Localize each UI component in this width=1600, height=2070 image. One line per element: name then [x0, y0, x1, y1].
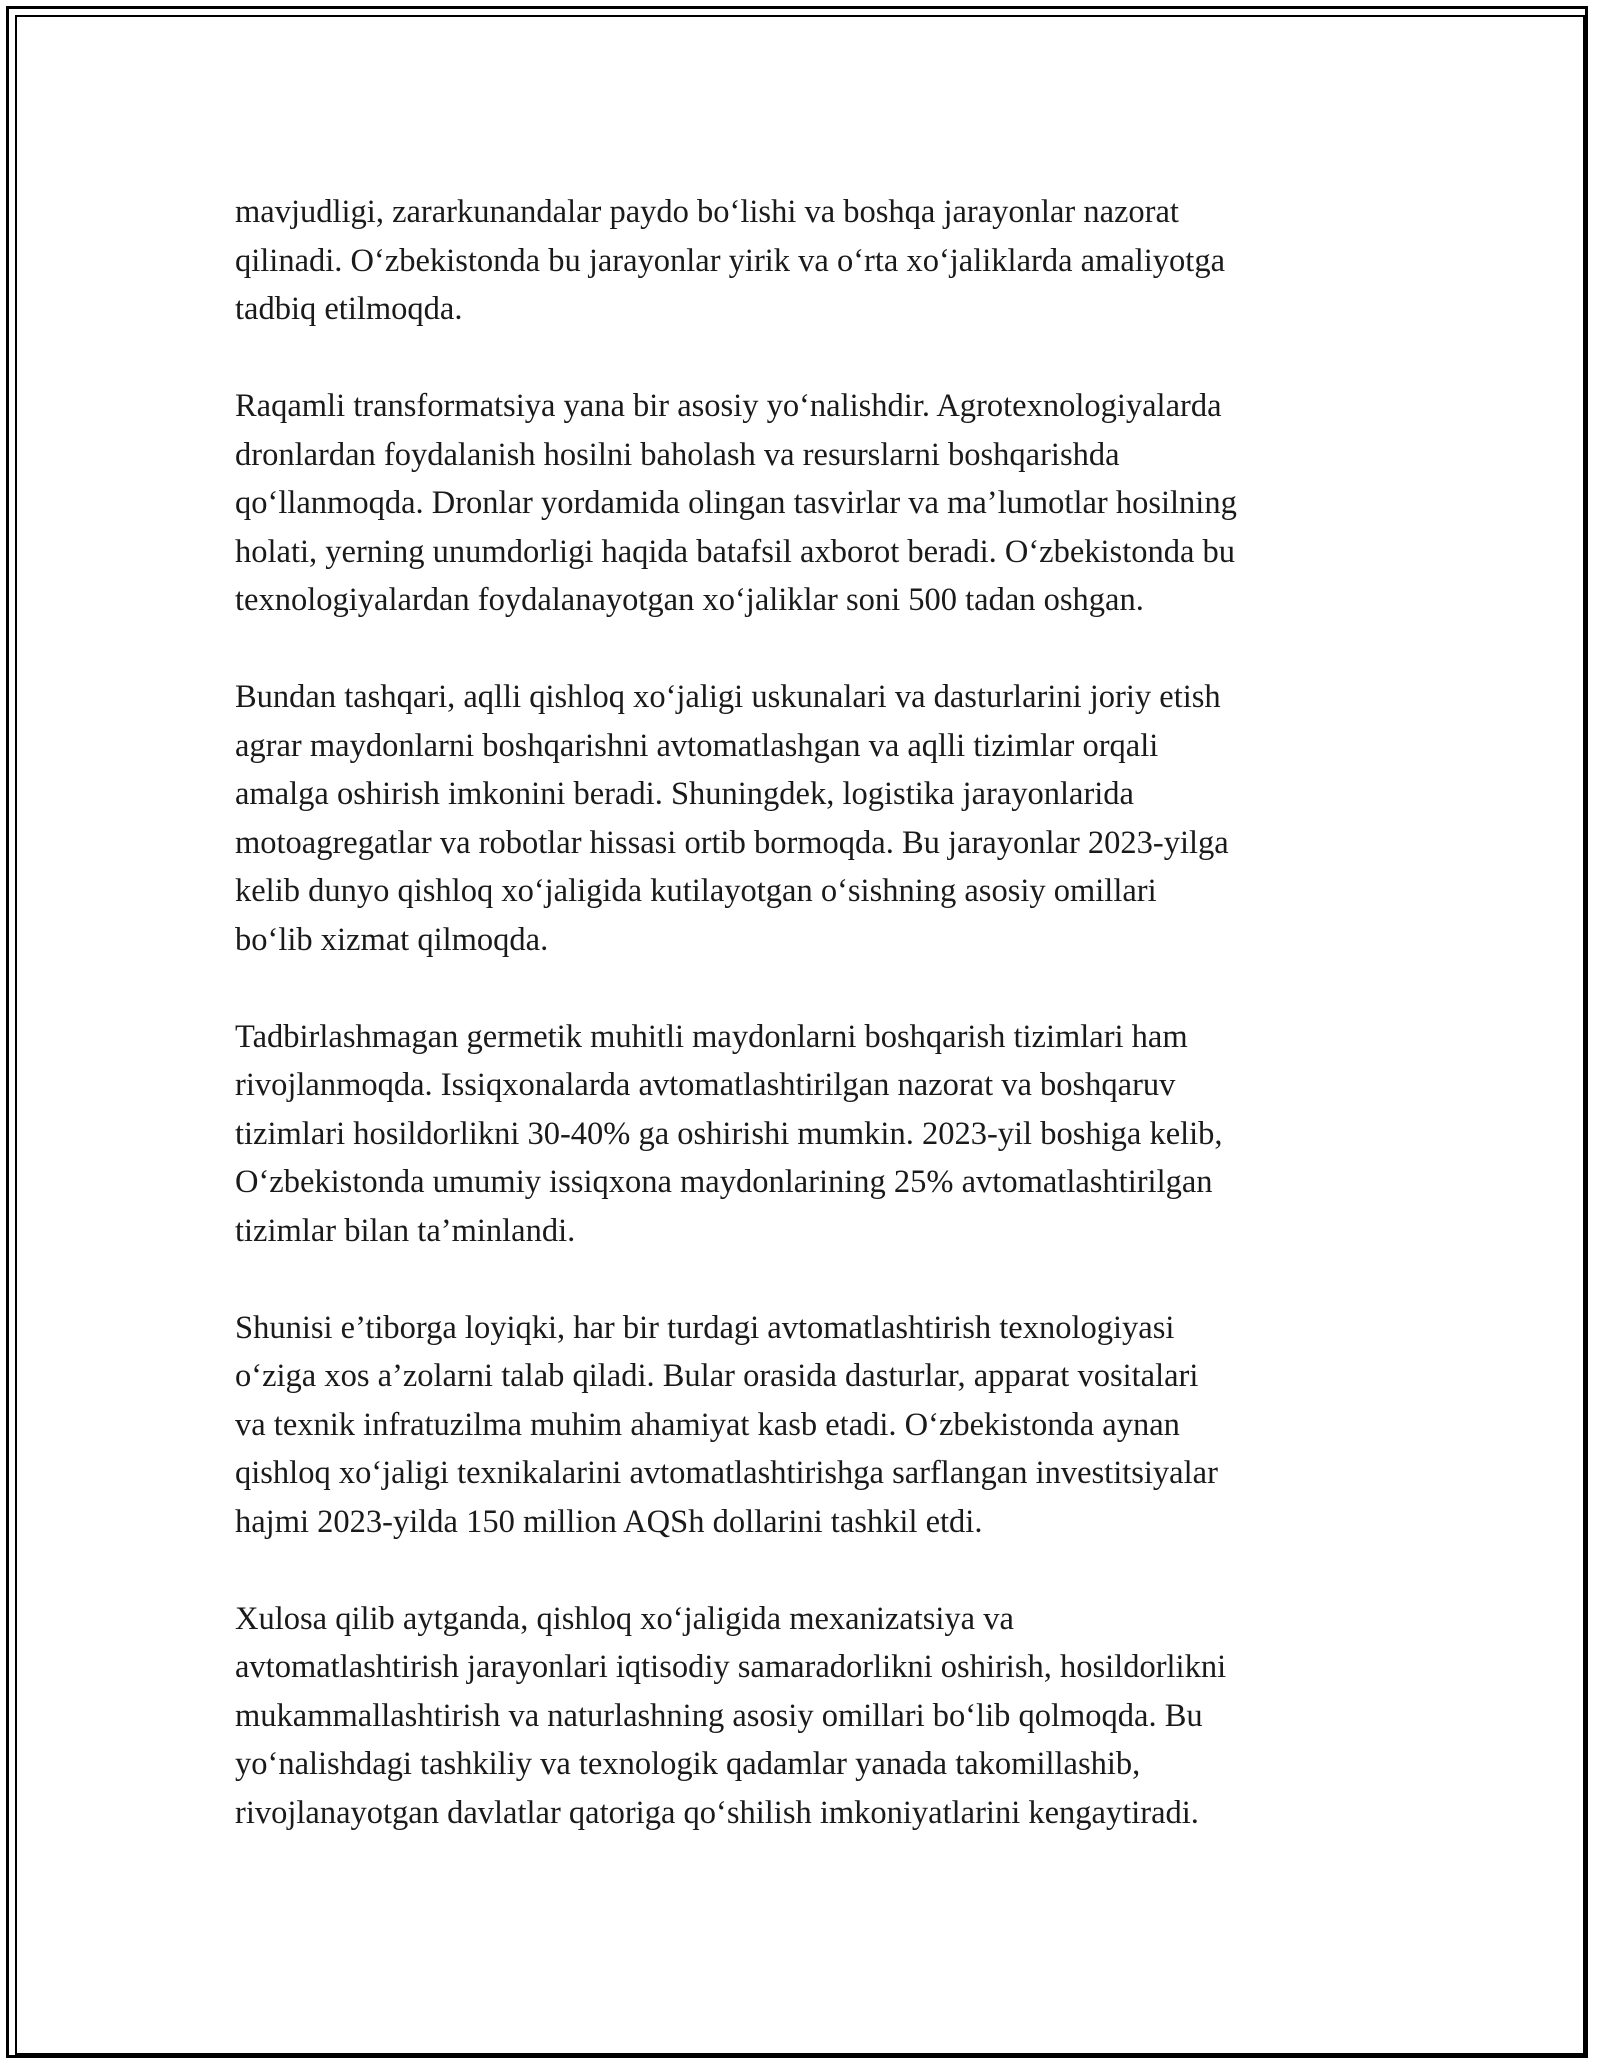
text-line: qilinadi. O‘zbekistonda bu jarayonlar yirik va o‘rta xo‘jaliklarda amaliyotga: [235, 242, 1226, 279]
text-line: Xulosa qilib aytganda, qishloq xo‘jaligida mexanizatsiya va: [235, 1600, 1014, 1637]
paragraph-1: [235, 188, 1385, 334]
text-line: rivojlanmoqda. Issiqxonalarda avtomatlashtirilgan nazorat va boshqaruv: [235, 1067, 1176, 1103]
paragraph-3: [235, 673, 1385, 964]
text-line: qo‘llanmoqda. Dronlar yordamida olingan tasvirlar va ma’lumotlar hosilning: [235, 485, 1237, 521]
text-line: hajmi 2023-yilda 150 million AQSh dollarini tashkil etdi.: [235, 1503, 983, 1540]
text-line: agrar maydonlarni boshqarishni avtomatlashgan va aqlli tizimlar orqali: [235, 727, 1159, 764]
text-line: texnologiyalardan foydalanayotgan xo‘jaliklar soni 500 tadan oshgan.: [235, 582, 1144, 618]
text-line: tizimlari hosildorlikni 30-40% ga oshirishi mumkin. 2023-yil boshiga kelib,: [235, 1115, 1223, 1152]
text-line: mukammallashtirish va naturlashning asosiy omillari bo‘lib qolmoqda. Bu: [235, 1697, 1203, 1734]
paragraph-2: [235, 382, 1385, 625]
text-line: qishloq xo‘jaligi texnikalarini avtomatlashtirishga sarflangan investitsiyalar: [235, 1455, 1218, 1491]
text-line: yo‘nalishdagi tashkiliy va texnologik qadamlar yanada takomillashib,: [235, 1746, 1141, 1782]
paragraph-5: [235, 1304, 1385, 1547]
paragraph-4: [235, 1013, 1385, 1256]
text-line: tadbiq etilmoqda.: [235, 291, 463, 327]
document-body: [235, 188, 1385, 1886]
text-line: dronlardan foydalanish hosilni baholash va resurslarni boshqarishda: [235, 436, 1120, 473]
text-line: rivojlanayotgan davlatlar qatoriga qo‘shilish imkoniyatlarini kengaytiradi.: [235, 1794, 1199, 1831]
text-line: Raqamli transformatsiya yana bir asosiy yo‘nalishdir. Agrotexnologiyalarda: [235, 388, 1222, 424]
text-line: amalga oshirish imkonini beradi. Shuningdek, logistika jarayonlarida: [235, 776, 1134, 812]
text-line: bo‘lib xizmat qilmoqda.: [235, 921, 549, 958]
text-line: holati, yerning unumdorligi haqida batafsil axborot beradi. O‘zbekistonda bu: [235, 533, 1236, 570]
text-line: Tadbirlashmagan germetik muhitli maydonlarni boshqarish tizimlari ham: [235, 1018, 1188, 1055]
text-line: mavjudligi, zararkunandalar paydo bo‘lishi va boshqa jarayonlar nazorat: [235, 194, 1179, 230]
text-line: Bundan tashqari, aqlli qishloq xo‘jaligi uskunalari va dasturlarini joriy etish: [235, 679, 1221, 715]
text-line: tizimlar bilan ta’minlandi.: [235, 1212, 576, 1249]
paragraph-6: [235, 1595, 1385, 1838]
text-line: o‘ziga xos a’zolarni talab qiladi. Bular orasida dasturlar, apparat vositalari: [235, 1358, 1199, 1394]
text-line: va texnik infratuzilma muhim ahamiyat kasb etadi. O‘zbekistonda aynan: [235, 1406, 1180, 1443]
text-line: kelib dunyo qishloq xo‘jaligida kutilayotgan o‘sishning asosiy omillari: [235, 873, 1157, 909]
text-line: motoagregatlar va robotlar hissasi ortib bormoqda. Bu jarayonlar 2023-yilga: [235, 824, 1229, 861]
text-line: Shunisi e’tiborga loyiqki, har bir turdagi avtomatlashtirish texnologiyasi: [235, 1309, 1175, 1346]
text-line: O‘zbekistonda umumiy issiqxona maydonlarining 25% avtomatlashtirilgan: [235, 1164, 1213, 1200]
text-line: avtomatlashtirish jarayonlari iqtisodiy samaradorlikni oshirish, hosildorlikni: [235, 1649, 1227, 1685]
